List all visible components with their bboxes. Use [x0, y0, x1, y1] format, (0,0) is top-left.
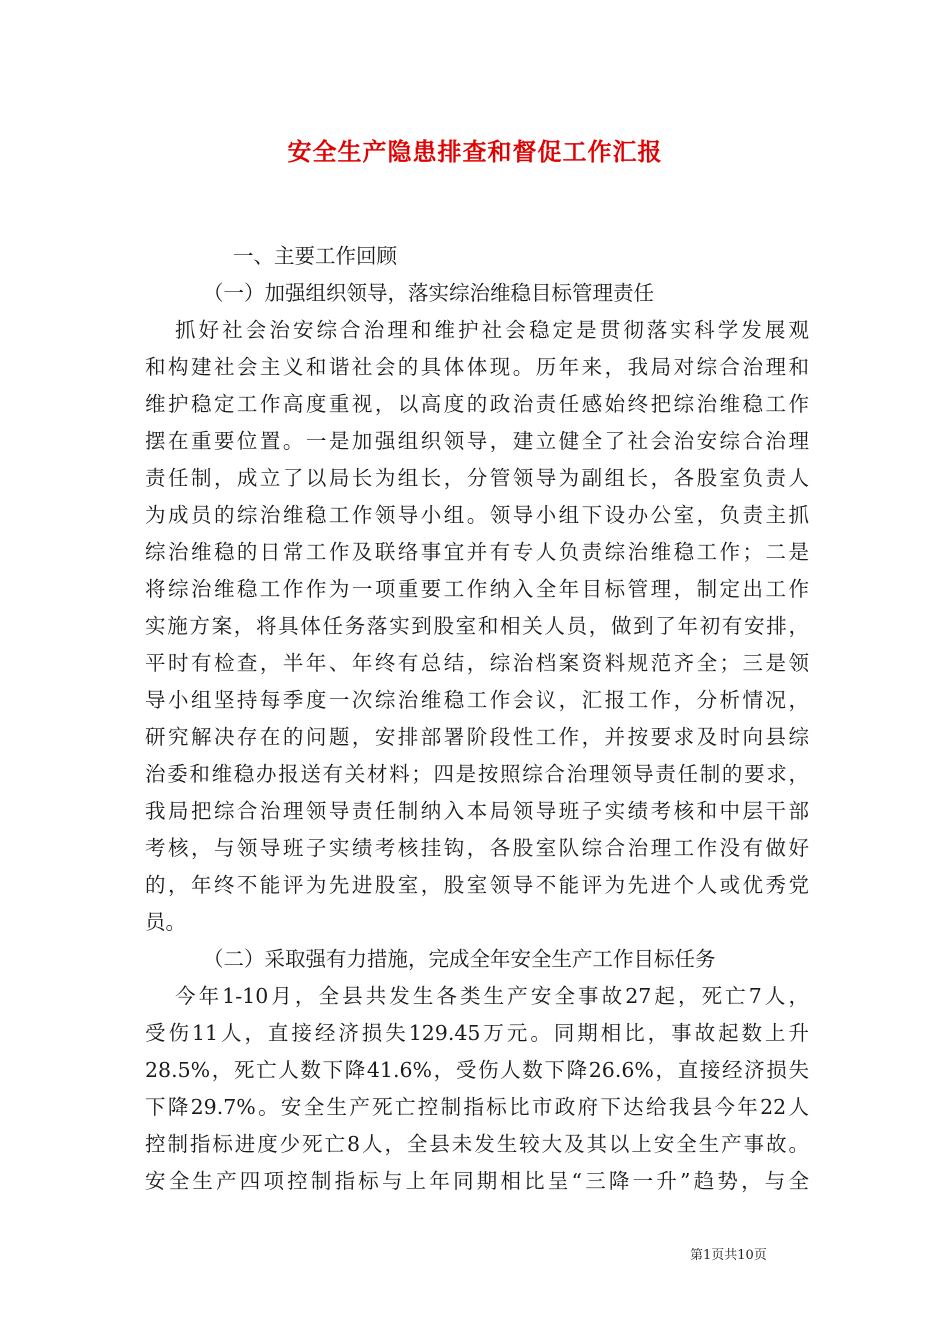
text-line: （一）加强组织领导，落实综治维稳目标管理责任 — [203, 281, 654, 305]
text-line: 导小组坚持每季度一次综治维稳工作会议，汇报工作，分析情况， — [145, 688, 809, 712]
text-line: 一、主要工作回顾 — [233, 244, 397, 268]
text-line: 安全生产四项控制指标与上年同期相比呈“三降一升”趋势，与全 — [145, 1169, 809, 1193]
document-body — [145, 238, 809, 1200]
text-line: 将综治维稳工作作为一项重要工作纳入全年目标管理，制定出工作 — [145, 577, 809, 601]
text-line: 我局把综合治理领导责任制纳入本局领导班子实绩考核和中层干部 — [145, 799, 809, 823]
text-line: 下降29.7%。安全生产死亡控制指标比市政府下达给我县今年22人 — [145, 1095, 809, 1119]
text-line: 责任制，成立了以局长为组长，分管领导为副组长，各股室负责人 — [145, 466, 809, 490]
text-line: 综治维稳的日常工作及联络事宜并有专人负责综治维稳工作；二是 — [145, 540, 809, 564]
text-line: 抓好社会治安综合治理和维护社会稳定是贯彻落实科学发展观 — [175, 318, 809, 342]
page-footer: 第1页共10页 — [690, 1248, 767, 1263]
text-line: 实施方案，将具体任务落实到股室和相关人员，做到了年初有安排， — [145, 614, 809, 638]
text-line: 和构建社会主义和谐社会的具体体现。历年来，我局对综合治理和 — [145, 355, 809, 379]
text-line: 受伤11人，直接经济损失129.45万元。同期相比，事故起数上升 — [145, 1021, 809, 1045]
text-line: 为成员的综治维稳工作领导小组。领导小组下设办公室，负责主抓 — [145, 503, 809, 527]
text-line: 28.5%，死亡人数下降41.6%，受伤人数下降26.6%，直接经济损失 — [145, 1058, 809, 1082]
text-line: 平时有检查，半年、年终有总结，综治档案资料规范齐全；三是领 — [145, 651, 809, 675]
text-line: 的，年终不能评为先进股室，股室领导不能评为先进个人或优秀党 — [145, 873, 809, 897]
text-line: （二）采取强有力措施，完成全年安全生产工作目标任务 — [203, 947, 716, 971]
text-line: 控制指标进度少死亡8人，全县未发生较大及其以上安全生产事故。 — [145, 1132, 809, 1156]
text-line: 研究解决存在的问题，安排部署阶段性工作，并按要求及时向县综 — [145, 725, 809, 749]
text-line: 维护稳定工作高度重视，以高度的政治责任感始终把综治维稳工作 — [145, 392, 809, 416]
text-line: 今年1-10月，全县共发生各类生产安全事故27起，死亡7人， — [175, 984, 809, 1008]
document-title: 安全生产隐患排查和督促工作汇报 — [287, 137, 663, 166]
text-line: 摆在重要位置。一是加强组织领导，建立健全了社会治安综合治理 — [145, 429, 809, 453]
text-line: 考核，与领导班子实绩考核挂钩，各股室队综合治理工作没有做好 — [145, 836, 809, 860]
text-line: 治委和维稳办报送有关材料；四是按照综合治理领导责任制的要求， — [145, 762, 809, 786]
text-line: 员。 — [145, 910, 186, 934]
